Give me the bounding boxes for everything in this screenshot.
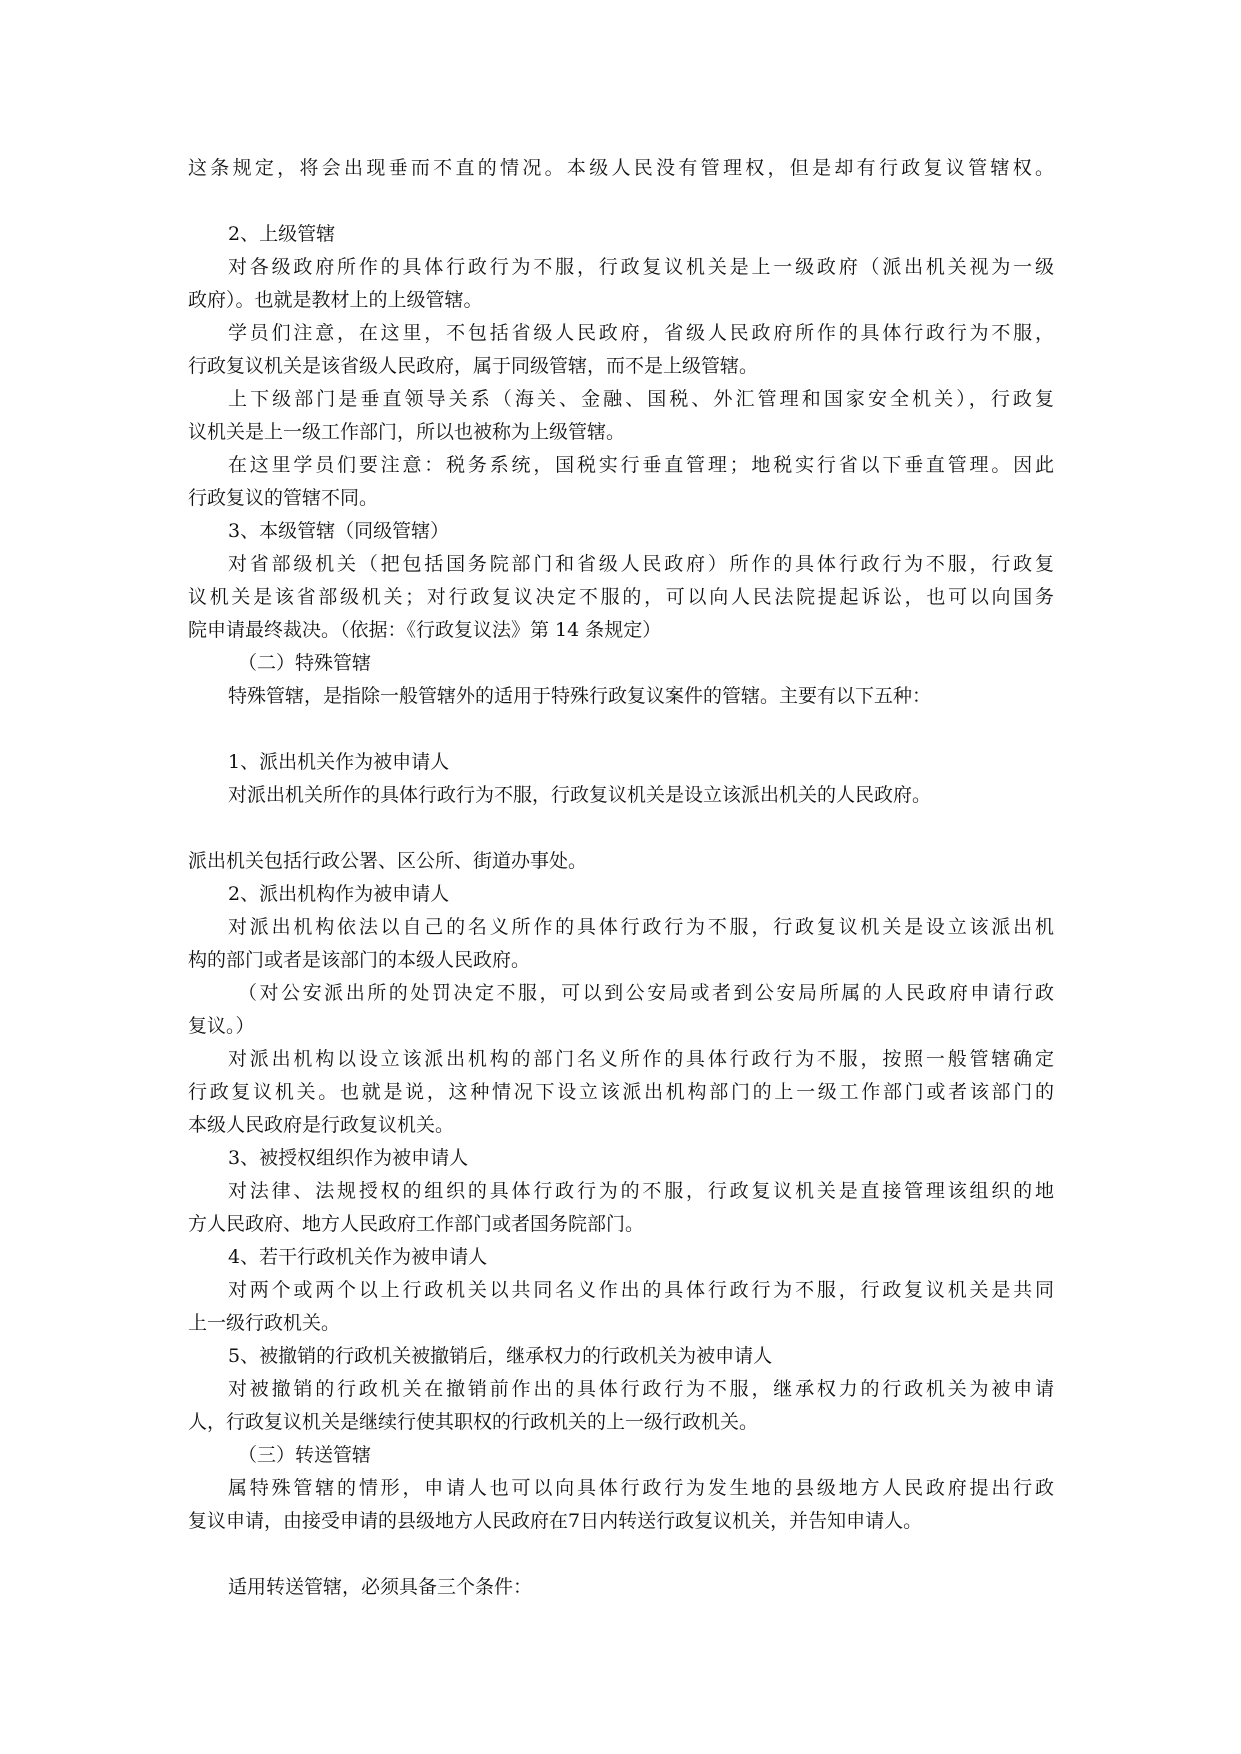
paragraph-line: 院申请最终裁决。（依据：《行政复议法》第 14 条规定）	[188, 619, 662, 641]
section-heading: 3、被授权组织作为被申请人	[228, 1147, 469, 1169]
paragraph-line: 议机关是该省部级机关；对行政复议决定不服的，可以向人民法院提起诉讼，也可以向国务	[188, 586, 1054, 608]
paragraph-line: 对各级政府所作的具体行政行为不服，行政复议机关是上一级政府（派出机关视为一级	[228, 256, 1054, 278]
paragraph-line: 行政复议机关是该省级人民政府，属于同级管辖，而不是上级管辖。	[188, 355, 759, 377]
paragraph-line: 对派出机关所作的具体行政行为不服，行政复议机关是设立该派出机关的人民政府。	[228, 784, 932, 806]
paragraph-line: （对公安派出所的处罚决定不服，可以到公安局或者到公安局所属的人民政府申请行政	[238, 982, 1054, 1004]
paragraph-line: 复议。）	[188, 1015, 255, 1037]
paragraph-line: 属特殊管辖的情形，申请人也可以向具体行政行为发生地的县级地方人民政府提出行政	[228, 1477, 1054, 1499]
section-heading: 2、派出机构作为被申请人	[228, 883, 450, 905]
paragraph-line: 上下级部门是垂直领导关系（海关、金融、国税、外汇管理和国家安全机关），行政复	[228, 388, 1054, 410]
section-heading: 1、派出机关作为被申请人	[228, 751, 450, 773]
paragraph-line: 政府）。也就是教材上的上级管辖。	[188, 289, 483, 311]
paragraph-line: 对派出机构依法以自己的名义所作的具体行政行为不服，行政复议机关是设立该派出机	[228, 916, 1054, 938]
paragraph-line: 本级人民政府是行政复议机关。	[188, 1114, 455, 1136]
paragraph-line: 对被撤销的行政机关在撤销前作出的具体行政行为不服，继承权力的行政机关为被申请	[228, 1378, 1054, 1400]
blank-line	[188, 185, 1054, 218]
paragraph-line: 行政复议机关。也就是说，这种情况下设立该派出机构部门的上一级工作部门或者该部门的	[188, 1081, 1054, 1103]
text-line: 这条规定，将会出现垂而不直的情况。本级人民没有管理权，但是却有行政复议管辖权。	[188, 157, 1054, 179]
blank-line	[188, 713, 1054, 746]
section-heading: 3、本级管辖（同级管辖）	[228, 520, 450, 542]
blank-line	[188, 1538, 1054, 1571]
section-heading: （三）转送管辖	[238, 1444, 372, 1466]
paragraph-line: 行政复议的管辖不同。	[188, 487, 379, 509]
section-heading: 2、上级管辖	[228, 223, 336, 245]
paragraph-line: 对两个或两个以上行政机关以共同名义作出的具体行政行为不服，行政复议机关是共同	[228, 1279, 1054, 1301]
section-heading: （二）特殊管辖	[238, 652, 372, 674]
paragraph-line: 在这里学员们要注意：税务系统，国税实行垂直管理；地税实行省以下垂直管理。因此	[228, 454, 1054, 476]
paragraph-line: 学员们注意，在这里，不包括省级人民政府，省级人民政府所作的具体行政行为不服，	[228, 322, 1054, 344]
paragraph-line: 方人民政府、地方人民政府工作部门或者国务院部门。	[188, 1213, 645, 1235]
document-page	[188, 152, 1054, 1604]
section-heading: 5、被撤销的行政机关被撤销后，继承权力的行政机关为被申请人	[228, 1345, 773, 1367]
paragraph-line: 对派出机构以设立该派出机构的部门名义所作的具体行政行为不服，按照一般管辖确定	[228, 1048, 1054, 1070]
section-heading: 4、若干行政机关作为被申请人	[228, 1246, 488, 1268]
paragraph-line: 特殊管辖，是指除一般管辖外的适用于特殊行政复议案件的管辖。主要有以下五种：	[228, 685, 932, 707]
blank-line	[188, 812, 1054, 845]
paragraph-line: 上一级行政机关。	[188, 1312, 341, 1334]
paragraph-line: 适用转送管辖，必须具备三个条件：	[228, 1576, 533, 1598]
paragraph-line: 构的部门或者是该部门的本级人民政府。	[188, 949, 531, 971]
paragraph-line: 议机关是上一级工作部门，所以也被称为上级管辖。	[188, 421, 626, 443]
paragraph-line: 派出机关包括行政公署、区公所、街道办事处。	[188, 850, 588, 872]
paragraph-line: 对省部级机关（把包括国务院部门和省级人民政府）所作的具体行政行为不服，行政复	[228, 553, 1054, 575]
paragraph-line: 复议申请，由接受申请的县级地方人民政府在7日内转送行政复议机关，并告知申请人。	[188, 1510, 923, 1532]
paragraph-line: 对法律、法规授权的组织的具体行政行为的不服，行政复议机关是直接管理该组织的地	[228, 1180, 1054, 1202]
paragraph-line: 人，行政复议机关是继续行使其职权的行政机关的上一级行政机关。	[188, 1411, 759, 1433]
